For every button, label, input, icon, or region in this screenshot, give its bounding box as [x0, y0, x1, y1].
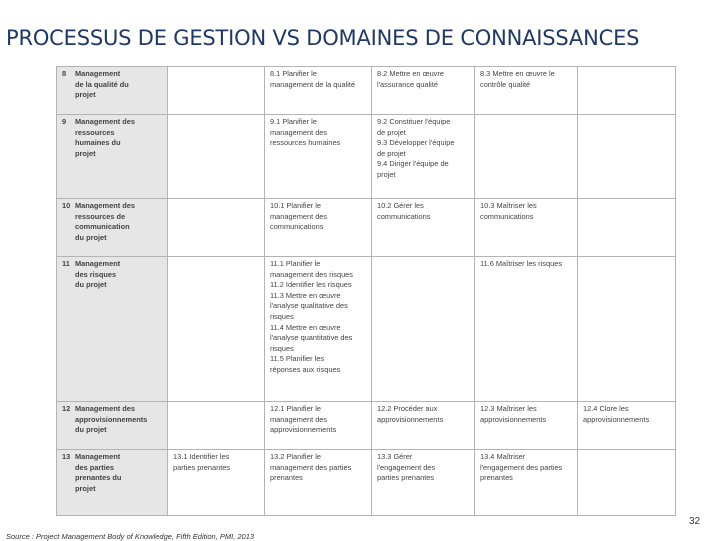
process-cell: [578, 115, 676, 199]
process-text: 9.2 Constituer l'équipe de projet 9.3 Développer l'équipe de projet 9.4 Diriger l'équipe de projet: [377, 117, 455, 179]
process-cell: [578, 402, 676, 450]
process-knowledge-table: [56, 66, 676, 516]
process-text: 8.3 Mettre en œuvre le contrôle qualité: [480, 69, 555, 89]
process-cell: [265, 115, 372, 199]
process-text: 13.3 Gérer l'engagement des parties prenantes: [377, 452, 436, 483]
process-cell: [372, 115, 475, 199]
process-cell: [168, 67, 265, 115]
source-citation: Source : Project Management Body of Knowledge, Fifth Edition, PMI, 2013: [6, 532, 255, 541]
knowledge-area-cell: [57, 115, 168, 199]
knowledge-area-cell: [57, 199, 168, 257]
knowledge-area-name: Management des parties prenantes du projet: [75, 452, 122, 493]
process-cell: [578, 257, 676, 402]
process-text: 13.1 Identifier les parties prenantes: [173, 452, 231, 472]
table-row: [57, 402, 676, 450]
process-cell: [168, 402, 265, 450]
process-cell: [475, 257, 578, 402]
process-text: 8.2 Mettre en œuvre l'assurance qualité: [377, 69, 444, 89]
process-text: 12.4 Clore les approvisionnements: [583, 404, 650, 424]
knowledge-area-cell: [57, 402, 168, 450]
knowledge-area-name: Management des risques du projet: [75, 259, 121, 290]
process-cell: [168, 199, 265, 257]
process-cell: [372, 450, 475, 516]
process-text: 8.1 Planifier le management de la qualité: [270, 69, 356, 89]
process-cell: [168, 257, 265, 402]
knowledge-area-number: 9: [62, 117, 67, 126]
knowledge-area-cell: [57, 257, 168, 402]
process-cell: [265, 199, 372, 257]
knowledge-area-cell: [57, 67, 168, 115]
process-cell: [168, 115, 265, 199]
table-row: [57, 115, 676, 199]
knowledge-area-number: 8: [62, 69, 67, 78]
process-cell: [578, 67, 676, 115]
table-row: [57, 257, 676, 402]
page-number: 32: [689, 516, 701, 527]
knowledge-area-name: Management des ressources humaines du projet: [75, 117, 135, 158]
process-text: 13.4 Maîtriser l'engagement des parties prenantes: [480, 452, 563, 483]
process-cell: [372, 199, 475, 257]
process-cell: [475, 402, 578, 450]
knowledge-area-number: 12: [62, 404, 71, 413]
process-cell: [372, 67, 475, 115]
process-text: 10.3 Maîtriser les communications: [480, 201, 537, 221]
table-row: [57, 199, 676, 257]
process-text: 11.1 Planifier le management des risques 11.2 Identifier les risques 11.3 Mettre en œuvre l'analyse qualitative des risques 11.4 Mettre en œuvre l'analyse quantitative des risques 11.5 Planifier les réponses aux risques: [270, 259, 353, 374]
process-text: 13.2 Planifier le management des parties prenantes: [270, 452, 352, 483]
process-text: 9.1 Planifier le management des ressources humaines: [270, 117, 341, 148]
process-cell: [168, 450, 265, 516]
process-text: 12.3 Maîtriser les approvisionnements: [480, 404, 547, 424]
process-text: 12.2 Procéder aux approvisionnements: [377, 404, 444, 424]
knowledge-area-number: 10: [62, 201, 71, 210]
process-text: 12.1 Planifier le management des approvisionnements: [270, 404, 337, 435]
knowledge-area-name: Management de la qualité du projet: [75, 69, 129, 100]
process-cell: [475, 115, 578, 199]
process-cell: [265, 67, 372, 115]
process-text: 11.6 Maîtriser les risques: [480, 259, 563, 268]
process-cell: [475, 199, 578, 257]
table-row: [57, 67, 676, 115]
process-cell: [475, 67, 578, 115]
process-text: 10.1 Planifier le management des communications: [270, 201, 328, 232]
knowledge-area-name: Management des ressources de communication du projet: [75, 201, 135, 242]
knowledge-area-number: 11: [62, 259, 70, 268]
process-cell: [372, 402, 475, 450]
process-text: 10.2 Gérer les communications: [377, 201, 431, 221]
slide-title: PROCESSUS DE GESTION VS DOMAINES DE CONNAISSANCES: [6, 26, 640, 50]
knowledge-area-number: 13: [62, 452, 71, 461]
process-cell: [265, 450, 372, 516]
knowledge-area-name: Management des approvisionnements du projet: [75, 404, 148, 435]
table-row: [57, 450, 676, 516]
knowledge-area-cell: [57, 450, 168, 516]
process-cell: [265, 402, 372, 450]
process-cell: [265, 257, 372, 402]
process-cell: [578, 199, 676, 257]
process-cell: [578, 450, 676, 516]
process-cell: [475, 450, 578, 516]
process-cell: [372, 257, 475, 402]
